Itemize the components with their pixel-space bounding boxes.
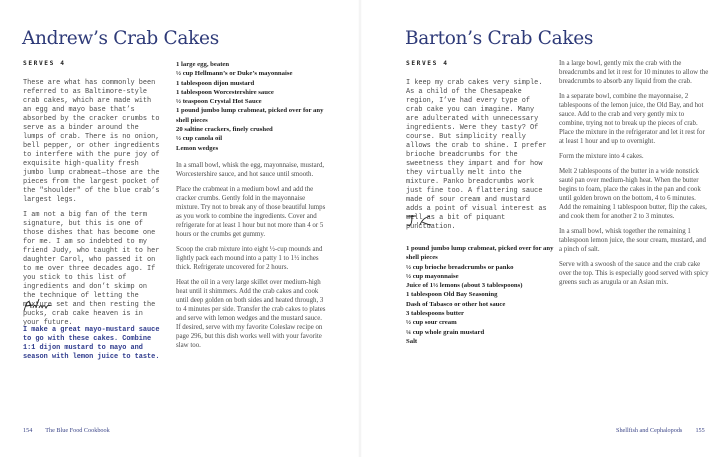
method-step: Scoop the crab mixture into eight ½-cup mounds and lightly pack each mound into a patty 1 to 1½ inches thick. Refrigerate uncovered for 2 hours. xyxy=(176,246,323,271)
ingredient-item: ½ teaspoon Crystal Hot Sauce xyxy=(176,98,262,106)
ingredient-item: ¼ cup whole grain mustard xyxy=(406,328,485,336)
ingredient-item: 1 pound jumbo lump crabmeat, picked over for any shell pieces xyxy=(176,107,324,124)
method-step: Serve with a swoosh of the sauce and the crab cake over the top. This is especially good served with spicy greens such as arugula or an Asian mix. xyxy=(559,261,709,286)
ingredient-item: ½ cup mayonnaise xyxy=(406,272,459,280)
method-step: In a separate bowl, combine the mayonnaise, 2 tablespoons of the lemon juice, the Old Bay, and hot sauce. Add to the crab and very gently mix to combine, trying not to break up the pieces of crab. Place the mixture in the refrigerator and let it rest for at least 1 hour and up to overnight. xyxy=(559,93,705,145)
intro-paragraph: These are what has commonly been referred to as Baltimore-style crab cakes, which are made with an egg and mayo base that’s absorbed by the cracker crumbs to serve as a binder around the lumps of crab. There is no onion, bell pepper, or other ingredients to interfere with the pure joy of exquisite high-quality fresh jumbo lump crabmeat—those are the pieces from the largest pocket of the "shoulder" of the blue crab’s largest legs. xyxy=(23,79,160,204)
method-step: Form the mixture into 4 cakes. xyxy=(559,153,644,160)
recipe-title: Barton’s Crab Cakes xyxy=(405,28,594,49)
ingredient-item: ½ cup Hellmann’s or Duke’s mayonnaise xyxy=(176,70,293,78)
ingredient-item: ½ cup canola oil xyxy=(176,135,223,143)
ingredient-item: ½ cup sour cream xyxy=(406,319,457,327)
ingredient-item: Juice of 1½ lemons (about 3 tablespoons) xyxy=(406,282,523,290)
ingredient-item: 1 large egg, beaten xyxy=(176,61,230,68)
ingredient-item: Dash of Tabasco or other hot sauce xyxy=(406,300,506,308)
intro-paragraph: I am not a big fan of the term signature, but this is one of those dishes that has become one for me. I am so indebted to my friend Judy, who taught it to her daughter Carol, who passed it on to me over three decades ago. If you stick to this list of ingredients and don’t skimp on the technique of letting the mixture set and then resting the pucks, crab cake heaven is in your future. xyxy=(23,211,160,327)
method-steps xyxy=(176,161,326,356)
ingredient-item: Salt xyxy=(406,337,418,345)
ingredient-item: Lemon wedges xyxy=(176,144,219,152)
book-title: The Blue Food Cookbook xyxy=(45,427,110,434)
method-step: Heat the oil in a very large skillet over medium-high heat until it shimmers. Add the crab cakes and cook until deep golden on both sides and heated through, 3 to 4 minutes per side. Transfer the crab cakes to plates and serve with lemon wedges and the mustard sauce. If desired, serve with my favorite Coleslaw recipe on page 296, but this dish works well with your favorite slaw too. xyxy=(176,279,326,349)
ingredient-list xyxy=(406,244,556,346)
method-step: In a small bowl, whisk together the remaining 1 tablespoon lemon juice, the sour cream, mustard, and a pinch of salt. xyxy=(559,228,706,253)
method-step: Melt 2 tablespoons of the butter in a wide nonstick sauté pan over medium-high heat. When the butter begins to foam, place the cakes in the pan and cook until golden brown on the bottom, 4 to 6 minutes. Add the remaining 1 tablespoon butter, flip the cakes, and cook them for another 2 to 3 minutes. xyxy=(559,168,707,220)
ingredient-item: 1 pound jumbo lump crabmeat, picked over for any shell pieces xyxy=(406,245,554,262)
right-page xyxy=(360,0,720,457)
ingredient-item: ½ cup brioche breadcrumbs or panko xyxy=(406,263,514,271)
signature-barton-icon xyxy=(404,213,434,229)
ingredient-item: 3 tablespoons butter xyxy=(406,310,464,318)
sauce-tip: I make a great mayo-mustard sauce to go with these cakes. Combine 1:1 dijon mustard to mayo and season with lemon juice to taste. xyxy=(23,326,160,361)
page-number: 155 xyxy=(695,427,705,434)
intro-paragraph: I keep my crab cakes very simple. As a child of the Chesapeake region, I’ve had every type of crab cake you can imagine. Many are adulterated with unnecessary ingredients. Were they tasty? Of course. But simplicity really allows the crab to shine. I prefer brioche breadcrumbs for the sweetness they impart and for how they virtually melt into the mixture. Panko breadcrumbs work just fine too. A flattering sauce made of sour cream and mustard adds a point of visual interest as well as a bit of piquant punctuation. xyxy=(406,79,547,231)
ingredient-item: 1 tablespoon Worcestershire sauce xyxy=(176,88,274,96)
serves-label: SERVES 4 xyxy=(23,60,66,67)
method-steps xyxy=(559,59,709,293)
ingredient-item: 20 saltine crackers, finely crushed xyxy=(176,126,273,134)
ingredient-item: 1 tablespoon Old Bay Seasoning xyxy=(406,291,498,299)
page-footer xyxy=(23,427,110,434)
ingredient-item: 1 tablespoon dijon mustard xyxy=(176,79,255,87)
signature-andrew-icon xyxy=(22,296,54,314)
recipe-title: Andrew’s Crab Cakes xyxy=(22,28,219,49)
section-title: Shellfish and Cephalopods xyxy=(616,427,683,434)
ingredient-list xyxy=(176,60,326,153)
page-footer xyxy=(616,427,705,434)
page-number: 154 xyxy=(23,427,33,434)
method-step: In a small bowl, whisk the egg, mayonnaise, mustard, Worcestershire sauce, and hot sauce until smooth. xyxy=(176,162,325,178)
method-step: In a large bowl, gently mix the crab with the breadcrumbs and let it rest for 10 minutes to allow the breadcrumbs to absorb any liquid from the crab. xyxy=(559,60,709,85)
serves-label: SERVES 4 xyxy=(406,60,449,67)
method-step: Place the crabmeat in a medium bowl and add the cracker crumbs. Gently fold in the mayonnaise mixture. Try not to break any of those beautiful lumps as you work to combine the ingredients. Cover and refrigerate for at least 1 hour but not more than 4 or 5 hours or the crumbs get gummy. xyxy=(176,186,326,238)
